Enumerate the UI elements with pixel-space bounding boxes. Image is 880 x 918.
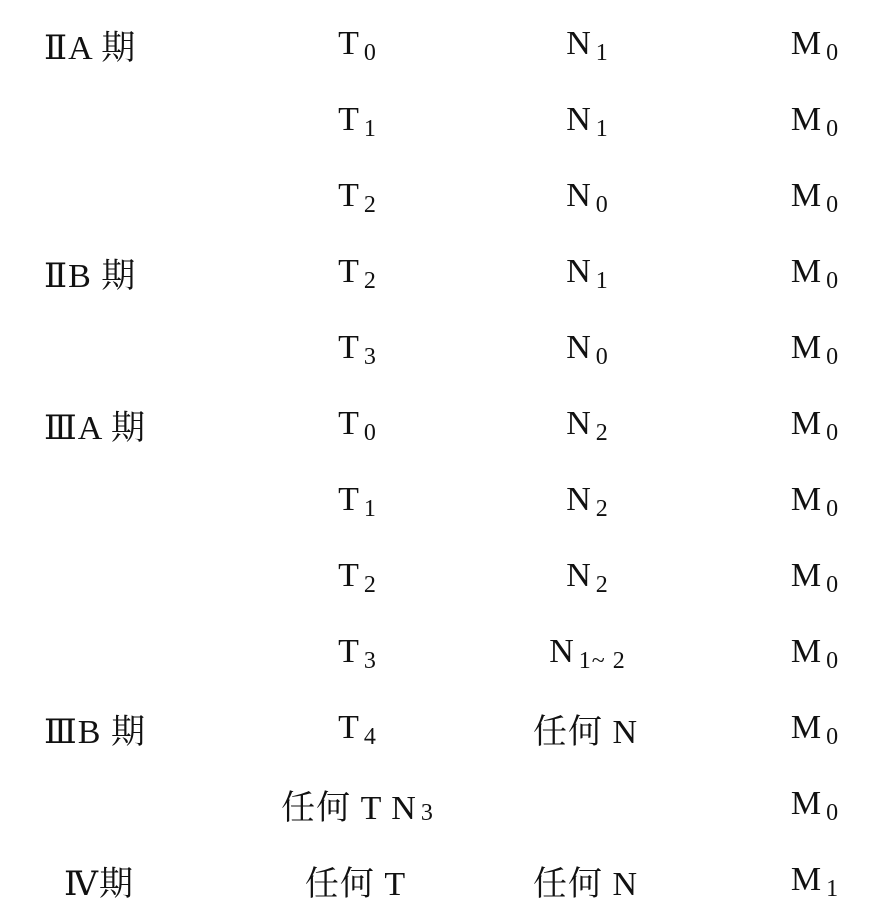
m-value: M bbox=[790, 861, 823, 898]
n-subscript: 1 bbox=[595, 267, 609, 294]
tn-cell bbox=[240, 766, 475, 842]
t-value: T bbox=[338, 557, 360, 594]
stage-cell: ⅢB 期 bbox=[44, 713, 146, 751]
n-subscript: 2 bbox=[595, 571, 609, 598]
t-cell bbox=[240, 842, 475, 918]
n-subscript: 2 bbox=[595, 419, 609, 446]
m-subscript: 0 bbox=[826, 799, 840, 826]
n-value: 任何 N bbox=[532, 865, 639, 903]
table-row bbox=[0, 234, 880, 310]
t-subscript: 0 bbox=[363, 39, 377, 66]
stage-cell bbox=[44, 310, 194, 386]
m-cell bbox=[760, 462, 870, 538]
stage-cell: ⅡA 期 bbox=[44, 29, 137, 67]
table-row bbox=[0, 766, 880, 842]
n-subscript: 0 bbox=[595, 343, 609, 370]
t-value: T bbox=[338, 405, 360, 442]
n-value: N bbox=[566, 101, 592, 138]
table-row bbox=[0, 462, 880, 538]
t-value: T bbox=[338, 329, 360, 366]
m-subscript: 0 bbox=[826, 495, 840, 522]
t-subscript: 2 bbox=[363, 571, 377, 598]
m-subscript: 0 bbox=[826, 267, 840, 294]
m-value: M bbox=[790, 481, 823, 518]
t-value: T bbox=[338, 253, 360, 290]
stage-cell bbox=[44, 538, 194, 614]
table-row bbox=[0, 386, 880, 462]
m-value: M bbox=[790, 101, 823, 138]
m-value: M bbox=[790, 785, 823, 822]
table-row bbox=[0, 842, 880, 918]
t-cell bbox=[240, 462, 475, 538]
m-cell bbox=[760, 538, 870, 614]
n-cell bbox=[475, 6, 700, 82]
n-cell bbox=[475, 310, 700, 386]
table-row bbox=[0, 6, 880, 82]
t-value: T bbox=[338, 481, 360, 518]
table-row bbox=[0, 310, 880, 386]
m-subscript: 0 bbox=[826, 571, 840, 598]
n-value: N bbox=[549, 633, 575, 670]
n-value: N bbox=[566, 329, 592, 366]
m-value: M bbox=[790, 25, 823, 62]
t-cell bbox=[240, 386, 475, 462]
m-subscript: 0 bbox=[826, 647, 840, 674]
t-subscript: 4 bbox=[363, 723, 377, 750]
m-value: M bbox=[790, 253, 823, 290]
t-cell bbox=[240, 6, 475, 82]
n-cell bbox=[475, 234, 700, 310]
t-subscript: 3 bbox=[363, 647, 377, 674]
t-subscript: 1 bbox=[363, 495, 377, 522]
table-row bbox=[0, 158, 880, 234]
m-subscript: 0 bbox=[826, 115, 840, 142]
t-value: T bbox=[338, 177, 360, 214]
n-subscript: 1 bbox=[595, 115, 609, 142]
m-value: M bbox=[790, 633, 823, 670]
n-subscript: 1~ 2 bbox=[578, 647, 626, 674]
m-cell bbox=[760, 386, 870, 462]
n-cell bbox=[475, 82, 700, 158]
t-cell bbox=[240, 158, 475, 234]
n-value: N bbox=[566, 481, 592, 518]
stage-cell bbox=[44, 82, 194, 158]
n-subscript: 1 bbox=[595, 39, 609, 66]
n-cell bbox=[475, 462, 700, 538]
m-subscript: 0 bbox=[826, 419, 840, 446]
m-subscript: 0 bbox=[826, 191, 840, 218]
t-subscript: 1 bbox=[363, 115, 377, 142]
n-subscript: 0 bbox=[595, 191, 609, 218]
m-value: M bbox=[790, 177, 823, 214]
m-cell bbox=[760, 614, 870, 690]
n-value: N bbox=[566, 25, 592, 62]
n-cell bbox=[475, 614, 700, 690]
m-cell bbox=[760, 82, 870, 158]
t-subscript: 0 bbox=[363, 419, 377, 446]
m-subscript: 0 bbox=[826, 39, 840, 66]
m-cell bbox=[760, 766, 870, 842]
table-row bbox=[0, 538, 880, 614]
n-cell bbox=[475, 538, 700, 614]
t-cell bbox=[240, 538, 475, 614]
stage-cell bbox=[44, 462, 194, 538]
n-cell bbox=[475, 158, 700, 234]
n-cell bbox=[475, 842, 700, 918]
table-row bbox=[0, 690, 880, 766]
stage-cell: ⅢA 期 bbox=[44, 409, 146, 447]
m-value: M bbox=[790, 405, 823, 442]
table-row bbox=[0, 82, 880, 158]
stage-cell bbox=[44, 766, 194, 842]
t-value: 任何 T bbox=[304, 865, 407, 903]
m-cell bbox=[760, 6, 870, 82]
n-value: N bbox=[566, 253, 592, 290]
t-value: T bbox=[338, 101, 360, 138]
n-value: N bbox=[566, 557, 592, 594]
m-cell bbox=[760, 234, 870, 310]
n-cell bbox=[475, 386, 700, 462]
stage-cell: ⅡB 期 bbox=[44, 257, 137, 295]
n-cell bbox=[475, 690, 700, 766]
t-value: T bbox=[338, 709, 360, 746]
tn-value: 任何 T N bbox=[281, 789, 417, 827]
tn-subscript: 3 bbox=[420, 799, 434, 826]
t-cell bbox=[240, 310, 475, 386]
m-cell bbox=[760, 690, 870, 766]
m-subscript: 0 bbox=[826, 343, 840, 370]
n-value: N bbox=[566, 405, 592, 442]
m-cell bbox=[760, 842, 870, 918]
t-subscript: 3 bbox=[363, 343, 377, 370]
n-value: 任何 N bbox=[532, 713, 639, 751]
m-value: M bbox=[790, 329, 823, 366]
stage-cell bbox=[44, 158, 194, 234]
m-cell bbox=[760, 310, 870, 386]
t-cell bbox=[240, 614, 475, 690]
n-subscript: 2 bbox=[595, 495, 609, 522]
t-cell bbox=[240, 234, 475, 310]
t-subscript: 2 bbox=[363, 191, 377, 218]
stage-cell bbox=[44, 614, 194, 690]
stage-cell: Ⅳ期 bbox=[64, 865, 134, 903]
m-cell bbox=[760, 158, 870, 234]
t-cell bbox=[240, 82, 475, 158]
t-value: T bbox=[338, 633, 360, 670]
table-row bbox=[0, 614, 880, 690]
t-cell bbox=[240, 690, 475, 766]
t-subscript: 2 bbox=[363, 267, 377, 294]
m-value: M bbox=[790, 557, 823, 594]
n-value: N bbox=[566, 177, 592, 214]
t-value: T bbox=[338, 25, 360, 62]
m-value: M bbox=[790, 709, 823, 746]
m-subscript: 0 bbox=[826, 723, 840, 750]
m-subscript: 1 bbox=[826, 875, 840, 902]
